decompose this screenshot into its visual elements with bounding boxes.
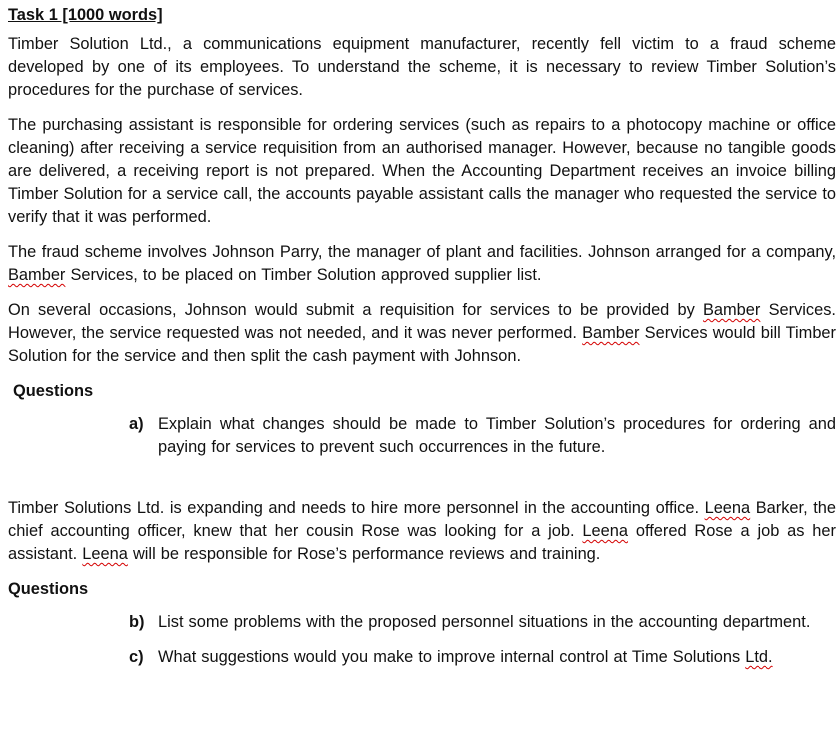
- text-run: offered Rose a job as her assistant.: [8, 522, 836, 563]
- question-text: Explain what changes should be made to Timber Solution’s procedures for ordering and paying for services to prevent such occurrences in the future.: [158, 415, 836, 456]
- text-run: will be responsible for Rose’s performance reviews and training.: [127, 545, 601, 563]
- question-text: List some problems with the proposed personnel situations in the accounting department.: [158, 613, 811, 631]
- spellcheck-word: Bamber: [702, 301, 761, 319]
- text-run: Timber Solutions Ltd. is expanding and needs to hire more personnel in the accounting office.: [8, 499, 705, 517]
- text-run: Barker, the chief accounting officer, knew that her cousin Rose was looking for a job.: [8, 499, 836, 540]
- document-body: [8, 4, 836, 669]
- question-letter: c): [129, 648, 144, 666]
- paragraph-fraud-detail: [8, 299, 836, 368]
- text-run: On several occasions, Johnson would submit a requisition for services to be provided by: [8, 301, 703, 319]
- spellcheck-word: Leena: [704, 499, 751, 517]
- task-title: Task 1 [1000 words]: [8, 6, 163, 24]
- spellcheck-word: Leena: [582, 522, 629, 540]
- questions-heading: Questions: [8, 580, 89, 598]
- text-run: Services would bill Timber Solution for the service and then split the cash payment with Johnson.: [8, 324, 837, 365]
- spellcheck-word: Leena: [82, 545, 128, 563]
- text-run: Services, to be placed on Timber Solution approved supplier list.: [65, 266, 542, 284]
- spacer: [8, 459, 836, 497]
- question-b: [129, 611, 836, 634]
- questions-heading: Questions: [13, 382, 94, 400]
- spellcheck-word: Bamber: [8, 266, 66, 284]
- question-c: [129, 646, 836, 669]
- paragraph-personnel: [8, 497, 836, 566]
- question-letter: a): [129, 415, 144, 433]
- text-run: Services. However, the service requested was not needed, and it was never performed.: [8, 301, 836, 342]
- spellcheck-word: Bamber: [582, 324, 640, 342]
- question-a: [129, 413, 836, 459]
- paragraph-fraud-scheme: [8, 241, 836, 287]
- paragraph-procedures: The purchasing assistant is responsible for ordering services (such as repairs to a photocopy machine or office cleaning) after receiving a service requisition from an authorised manager. However, because no tangible goods are delivered, a receiving report is not prepared. When the Accounting Department receives an invoice billing Timber Solution for a service call, the accounts payable assistant calls the manager who requested the service to verify that it was performed.: [8, 116, 836, 226]
- question-text: What suggestions would you make to improve internal control at Time Solutions: [158, 648, 746, 666]
- text-run: The fraud scheme involves Johnson Parry, the manager of plant and facilities. Johnson arranged for a company,: [8, 243, 836, 261]
- spellcheck-word: Ltd.: [745, 648, 773, 666]
- paragraph-intro: Timber Solution Ltd., a communications equipment manufacturer, recently fell victim to a fraud scheme developed by one of its employees. To understand the scheme, it is necessary to review Timber Solution’s procedures for the purchase of services.: [8, 35, 836, 99]
- question-letter: b): [129, 613, 145, 631]
